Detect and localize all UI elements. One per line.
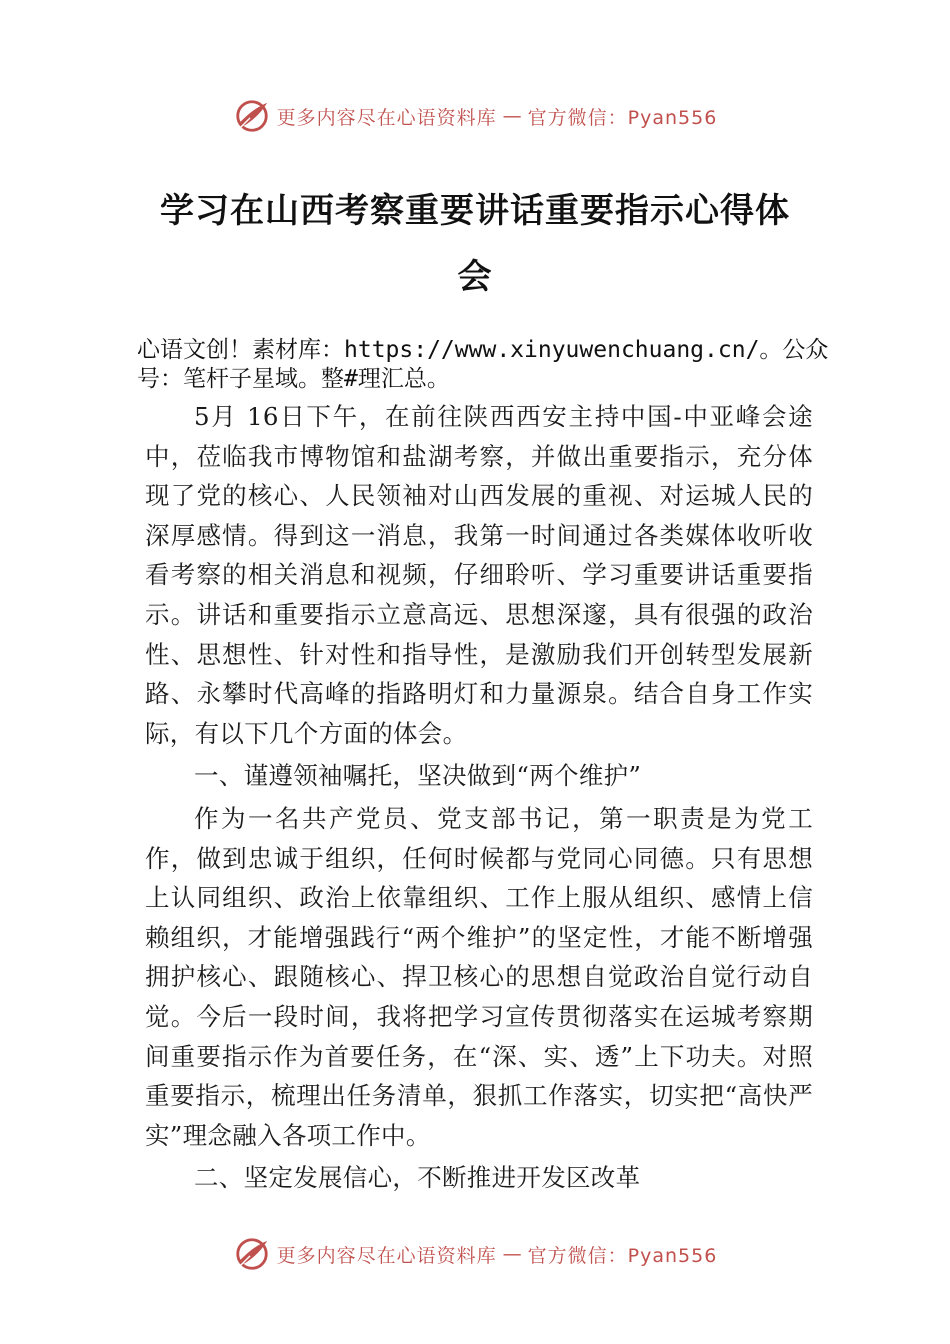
header-watermark-banner <box>0 96 950 136</box>
banner-contact: 官方微信：Pyan556 <box>527 1244 718 1267</box>
quill-seal-logo-icon <box>233 97 271 135</box>
banner-separator: — <box>502 1243 522 1265</box>
banner-text: 更多内容尽在心语资料库 <box>276 1244 497 1267</box>
section-heading: 一、谨遵领袖嘱托，坚决做到“两个维护” <box>194 761 642 791</box>
banner-contact: 官方微信：Pyan556 <box>527 106 718 129</box>
source-line: 心语文创！素材库：https://www.xinyuwenchuang.cn/。公众号：笔杆子星域。整#理汇总。 <box>137 337 829 392</box>
body-paragraph: 5月 16日下午，在前往陕西西安主持中国-中亚峰会途中，莅临我市博物馆和盐湖考察，并做出重要指示，充分体现了党的核心、人民领袖对山西发展的重视、对运城人民的深厚感情。得到这一消息，我第一时间通过各类媒体收听收看考察的相关消息和视频，仔细聆听、学习重要讲话重要指示。讲话和重要指示立意高远、思想深邃，具有很强的政治性、思想性、针对性和指导性，是激励我们开创转型发展新路、永攀时代高峰的指路明灯和力量源泉。结合自身工作实际，有以下几个方面的体会。 <box>145 402 813 748</box>
banner-separator: — <box>502 105 522 127</box>
footer-watermark-banner <box>0 1234 950 1274</box>
document-body <box>145 397 813 1201</box>
banner-text: 更多内容尽在心语资料库 <box>276 106 497 129</box>
quill-seal-logo-icon <box>233 1235 271 1273</box>
document-title: 学习在山西考察重要讲话重要指示心得体会 <box>160 191 790 297</box>
section-heading: 二、坚定发展信心，不断推进开发区改革 <box>194 1163 641 1193</box>
body-paragraph: 作为一名共产党员、党支部书记，第一职责是为党工作，做到忠诚于组织，任何时候都与党同心同德。只有思想上认同组织、政治上依靠组织、工作上服从组织、感情上信赖组织，才能增强践行“两个维护”的坚定性，才能不断增强拥护核心、跟随核心、捍卫核心的思想自觉政治自觉行动自觉。今后一段时间，我将把学习宣传贯彻落实在运城考察期间重要指示作为首要任务，在“深、实、透”上下功夫。对照重要指示，梳理出任务清单，狠抓工作落实，切实把“高快严实”理念融入各项工作中。 <box>145 803 813 1150</box>
